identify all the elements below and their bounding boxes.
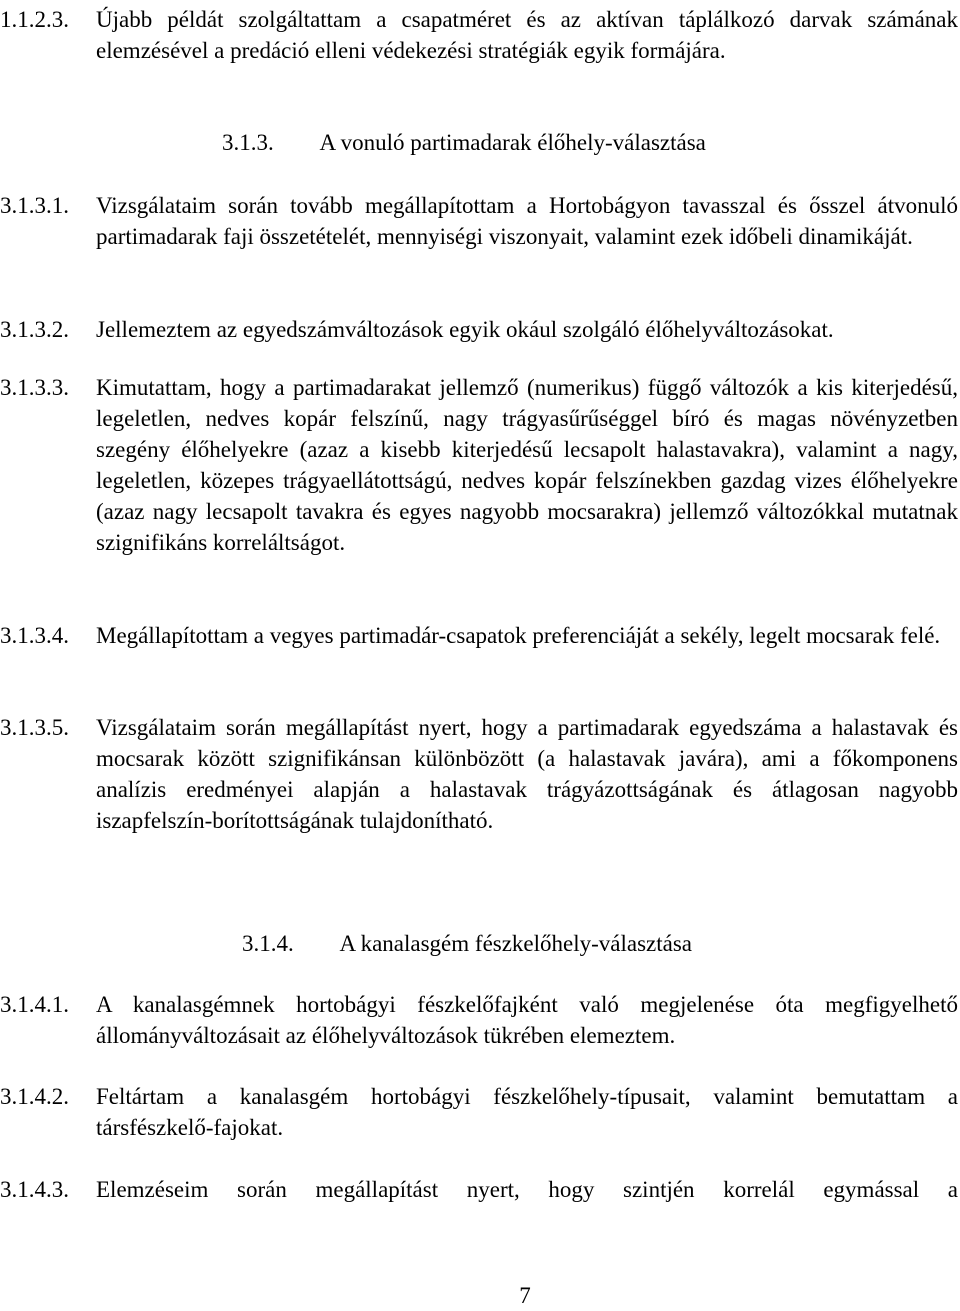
item-number: 3.1.4.3.	[0, 1177, 69, 1202]
list-item	[0, 989, 958, 1051]
heading-number: 3.1.4.	[242, 931, 294, 956]
item-number: 3.1.4.2.	[0, 1084, 69, 1109]
item-number: 1.1.2.3.	[0, 7, 69, 32]
item-text: Kimutattam, hogy a partimadarakat jellemző (numerikus) függő változók a kis kiterjedésű, legeletlen, nedves kopár felszínű, nagy trágyasűrűséggel bíró és magas növényzetben szegény élőhelyekre (azaz a kisebb kiterjedésű lecsapolt halastavakra), valamint a nagy, legeletlen, közepes trágyaellátottságú, nedves kopár felszínekben gazdag vizes élőhelyekre (azaz nagy lecsapolt tavakra és egyes nagyobb mocsarakra) jellemző változókkal mutatnak szignifikáns korreláltságot.	[96, 375, 958, 555]
list-item	[0, 1174, 958, 1205]
item-text: Elemzéseim során megállapítást nyert, hogy szintjén korrelál egymással a	[96, 1177, 958, 1202]
item-text: Jellemeztem az egyedszámváltozások egyik okául szolgáló élőhelyváltozásokat.	[96, 317, 834, 342]
list-item	[0, 190, 958, 252]
heading-title: A vonuló partimadarak élőhely-választása	[319, 130, 706, 155]
item-text: Vizsgálataim során tovább megállapítottam a Hortobágyon tavasszal és ősszel átvonuló partimadarak faji összetételét, mennyiségi viszonyait, valamint ezek időbeli dinamikáját.	[96, 193, 958, 249]
page-number: 7	[519, 1283, 531, 1308]
section-heading	[242, 928, 692, 959]
item-text: Megállapítottam a vegyes partimadár-csapatok preferenciáját a sekély, legelt mocsarak felé.	[96, 623, 941, 648]
item-text: Vizsgálataim során megállapítást nyert, hogy a partimadarak egyedszáma a halastavak és mocsarak között szignifikánsan különbözött (a halastavak javára), ami a főkomponens analízis eredményei alapján a halastavak trágyázottságának és átlagosan nagyobb iszapfelszín-borítottságának tulajdonítható.	[96, 715, 958, 833]
item-number: 3.1.3.3.	[0, 375, 69, 400]
list-item	[0, 620, 958, 651]
list-item	[0, 372, 958, 558]
heading-title: A kanalasgém fészkelőhely-választása	[339, 931, 693, 956]
item-number: 3.1.4.1.	[0, 992, 69, 1017]
section-heading	[222, 127, 706, 158]
item-number: 3.1.3.4.	[0, 623, 69, 648]
list-item	[0, 314, 958, 345]
item-text: A kanalasgémnek hortobágyi fészkelőfajként való megjelenése óta megfigyelhető állományváltozásait az élőhelyváltozások tükrében elemeztem.	[96, 992, 958, 1048]
heading-number: 3.1.3.	[222, 130, 274, 155]
list-item	[0, 4, 958, 66]
item-text: Feltártam a kanalasgém hortobágyi fészkelőhely-típusait, valamint bemutattam a társfészkelő-fajokat.	[96, 1084, 958, 1140]
item-text: Újabb példát szolgáltattam a csapatméret és az aktívan táplálkozó darvak számának elemzésével a predáció elleni védekezési stratégiák egyik formájára.	[96, 7, 958, 63]
item-number: 3.1.3.1.	[0, 193, 69, 218]
item-number: 3.1.3.5.	[0, 715, 69, 740]
list-item	[0, 712, 958, 836]
item-number: 3.1.3.2.	[0, 317, 69, 342]
list-item	[0, 1081, 958, 1143]
